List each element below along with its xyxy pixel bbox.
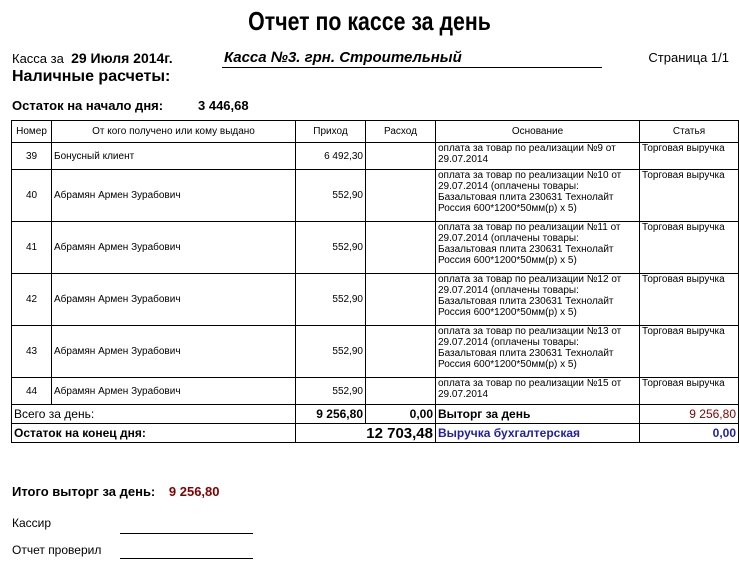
row-income: 552,90 (296, 170, 366, 222)
row-expense (366, 378, 436, 405)
header-expense: Расход (366, 121, 436, 143)
checker-signature-line (120, 558, 253, 559)
report-title: Отчет по кассе за день (248, 6, 491, 36)
row-income: 552,90 (296, 326, 366, 378)
row-basis: оплата за товар по реализации №11 от 29.07.2014 (оплачены товары: Базальтовая плита 230631 Технолайт Россия 600*1200*50мм(р) х 5) (436, 222, 640, 274)
total-label: Всего за день: (12, 405, 296, 424)
page-number: Страница 1/1 (648, 50, 729, 65)
row-income: 552,90 (296, 222, 366, 274)
row-category: Торговая выручка (640, 143, 739, 170)
accounting-value: 0,00 (640, 424, 739, 443)
row-basis: оплата за товар по реализации №9 от 29.07.2014 (436, 143, 640, 170)
daily-total-label: Итого выторг за день: (12, 484, 156, 499)
accounting-label: Выручка бухгалтерская (436, 424, 640, 443)
cash-section-title: Наличные расчеты: (12, 68, 171, 85)
opening-balance (12, 98, 249, 113)
row-number: 39 (12, 143, 52, 170)
opening-balance-value: 3 446,68 (198, 98, 249, 113)
revenue-value: 9 256,80 (640, 405, 739, 424)
row-number: 41 (12, 222, 52, 274)
daily-total (12, 484, 220, 499)
row-expense (366, 222, 436, 274)
row-party: Абрамян Армен Зурабович (52, 170, 296, 222)
table-row (12, 326, 739, 378)
closing-row (12, 424, 739, 443)
report-date: 29 Июля 2014г. (71, 50, 173, 66)
table-row (12, 274, 739, 326)
closing-label: Остаток на конец дня: (12, 424, 296, 443)
row-expense (366, 326, 436, 378)
row-basis: оплата за товар по реализации №10 от 29.07.2014 (оплачены товары: Базальтовая плита 230631 Технолайт Россия 600*1200*50мм(р) х 5) (436, 170, 640, 222)
row-income: 552,90 (296, 274, 366, 326)
total-row (12, 405, 739, 424)
header-category: Статья (640, 121, 739, 143)
table-row (12, 143, 739, 170)
row-expense (366, 170, 436, 222)
cashier-signature-line (120, 533, 253, 534)
kassa-label: Касса за (12, 51, 64, 66)
table-row (12, 170, 739, 222)
row-number: 40 (12, 170, 52, 222)
table-row (12, 378, 739, 405)
opening-balance-label: Остаток на начало дня: (12, 98, 164, 113)
row-party: Абрамян Армен Зурабович (52, 222, 296, 274)
row-category: Торговая выручка (640, 274, 739, 326)
table-row (12, 222, 739, 274)
row-party: Абрамян Армен Зурабович (52, 326, 296, 378)
row-category: Торговая выручка (640, 378, 739, 405)
row-party: Абрамян Армен Зурабович (52, 378, 296, 405)
row-basis: оплата за товар по реализации №15 от 29.07.2014 (436, 378, 640, 405)
row-income: 552,90 (296, 378, 366, 405)
table-header-row (12, 121, 739, 143)
checked-by-label: Отчет проверил (12, 543, 102, 557)
header-basis: Основание (436, 121, 640, 143)
row-category: Торговая выручка (640, 326, 739, 378)
row-basis: оплата за товар по реализации №13 от 29.07.2014 (оплачены товары: Базальтовая плита 230631 Технолайт Россия 600*1200*50мм(р) х 5) (436, 326, 640, 378)
revenue-label: Выторг за день (436, 405, 640, 424)
ledger-table (11, 120, 739, 443)
row-category: Торговая выручка (640, 222, 739, 274)
total-income: 9 256,80 (296, 405, 366, 424)
row-basis: оплата за товар по реализации №12 от 29.07.2014 (оплачены товары: Базальтовая плита 230631 Технолайт Россия 600*1200*50мм(р) х 5) (436, 274, 640, 326)
row-number: 42 (12, 274, 52, 326)
header-number: Номер (12, 121, 52, 143)
kassa-name: Касса №3. грн. Строительный (222, 49, 602, 68)
cashier-label: Кассир (12, 516, 52, 530)
row-party: Абрамян Армен Зурабович (52, 274, 296, 326)
kassa-date-line (12, 50, 173, 66)
row-income: 6 492,30 (296, 143, 366, 170)
total-expense: 0,00 (366, 405, 436, 424)
header-party: От кого получено или кому выдано (52, 121, 296, 143)
row-party: Бонусный клиент (52, 143, 296, 170)
row-expense (366, 274, 436, 326)
daily-total-value: 9 256,80 (168, 484, 220, 499)
row-number: 43 (12, 326, 52, 378)
row-number: 44 (12, 378, 52, 405)
row-category: Торговая выручка (640, 170, 739, 222)
header-income: Приход (296, 121, 366, 143)
closing-value: 12 703,48 (296, 424, 436, 443)
row-expense (366, 143, 436, 170)
